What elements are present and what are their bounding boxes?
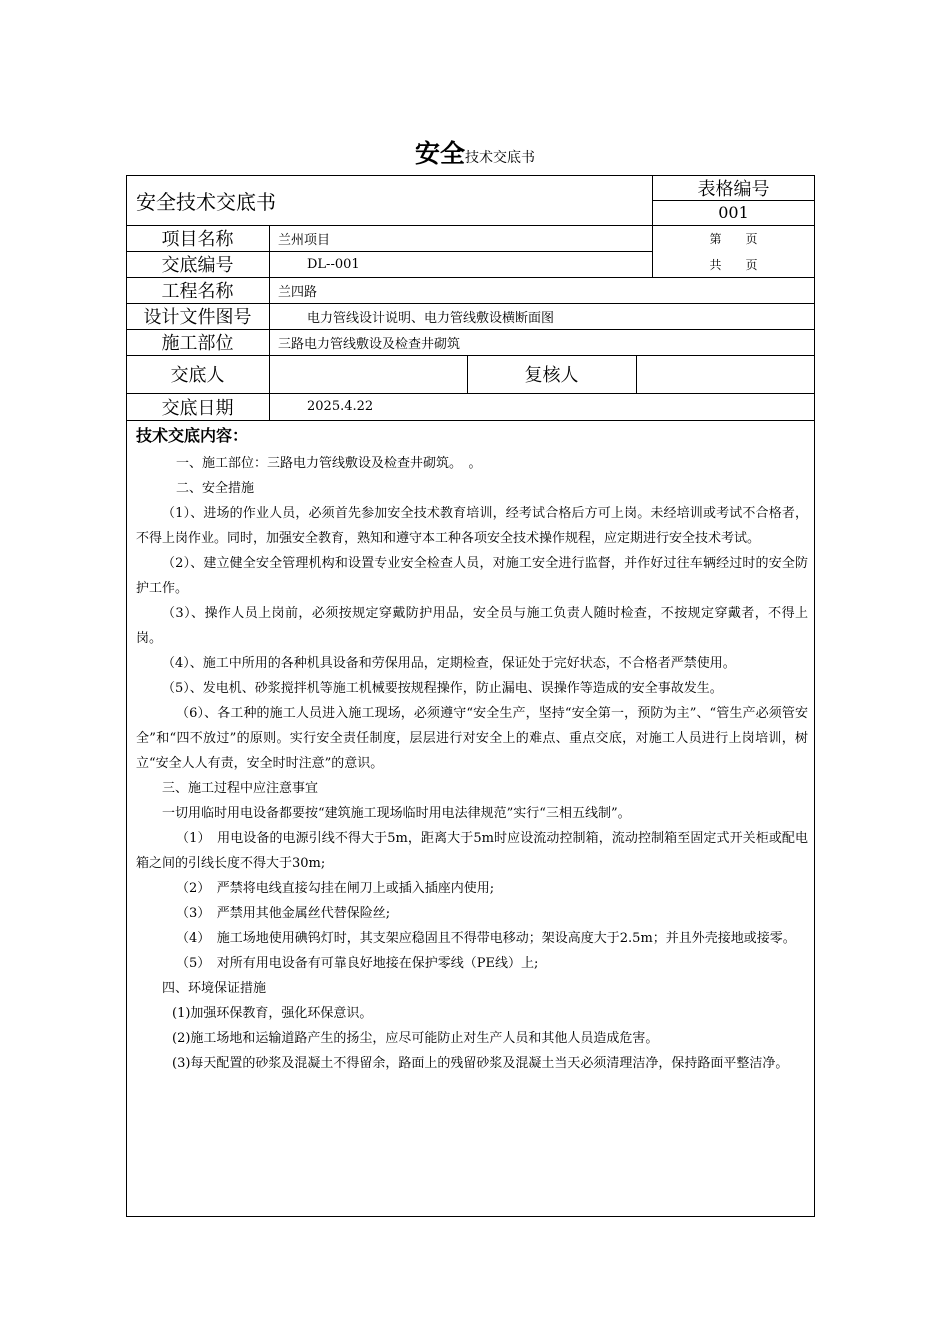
column-divider <box>269 225 270 420</box>
paragraph: 四、环境保证措施 <box>162 981 267 996</box>
paragraph: （5）、发电机、砂浆搅拌机等施工机械要按规程操作，防止漏电、误操作等造成的安全事故发生。 <box>162 681 723 696</box>
paragraph: 一、施工部位：三路电力管线敷设及检查井砌筑。 。 <box>176 456 482 471</box>
paragraph: （4） 施工场地使用碘钨灯时，其支架应稳固且不得带电移动；架设高度大于2.5m；并且外壳接地或接零。 <box>176 931 796 946</box>
design-doc-value: 电力管线设计说明、电力管线敷设横断面图 <box>307 310 555 326</box>
paragraph: （1）、进场的作业人员，必须首先参加安全技术教育培训，经考试合格后方可上岗。未经培训或考试不合格者，不得上岗作业。同时，加强安全教育，熟知和遵守本工种各项安全技术操作规程，应定期进行安全技术考试。 <box>136 506 808 546</box>
paragraph: （3） 严禁用其他金属丝代替保险丝; <box>176 906 391 921</box>
paragraph: （1） 用电设备的电源引线不得大于5m，距离大于5m时应设流动控制箱，流动控制箱至固定式开关柜或配电箱之间的引线长度不得大于30m; <box>136 831 808 871</box>
construction-part-value: 三路电力管线敷设及检查井砌筑 <box>278 336 461 352</box>
page-total-label: 共 页 <box>709 257 758 272</box>
paragraph: （5） 对所有用电设备有可靠良好地接在保护零线（PE线）上; <box>176 956 539 971</box>
content-heading: 技术交底内容： <box>136 426 249 445</box>
date-label: 交底日期 <box>161 397 234 419</box>
work-name-value: 兰四路 <box>278 284 318 300</box>
date-value: 2025.4.22 <box>307 399 374 414</box>
paragraph: (3)每天配置的砂浆及混凝土不得留余，路面上的残留砂浆及混凝土当天必须清理洁净，保持路面平整洁净。 <box>172 1056 789 1071</box>
document-title-bold: 安全 <box>414 139 465 168</box>
document-title-rest: 技术交底书 <box>465 150 535 166</box>
paragraph: （2） 严禁将电线直接勾挂在闸刀上或插入插座内使用; <box>176 881 495 896</box>
paragraph: 一切用临时用电设备都要按“建筑施工现场临时用电法律规范”实行“三相五线制”。 <box>162 806 631 821</box>
construction-part-label: 施工部位 <box>161 333 234 354</box>
document-title <box>0 134 950 170</box>
work-name-label: 工程名称 <box>161 281 234 302</box>
row-divider <box>126 420 815 421</box>
paragraph: （2）、建立健全安全管理机构和设置专业安全检查人员，对施工安全进行监督，并作好过往车辆经过时的安全防护工作。 <box>136 556 808 596</box>
form-no-value: 001 <box>718 203 749 222</box>
paragraph: （3）、操作人员上岗前，必须按规定穿戴防护用品，安全员与施工负责人随时检查，不按规定穿戴者，不得上岗。 <box>136 606 808 646</box>
disclosure-no-value: DL--001 <box>307 256 360 272</box>
form-header-title: 安全技术交底书 <box>136 189 276 214</box>
paragraph: (2)施工场地和运输道路产生的扬尘，应尽可能防止对生产人员和其他人员造成危害。 <box>172 1031 659 1046</box>
form-no-label: 表格编号 <box>697 178 770 200</box>
paragraph: 三、施工过程中应注意事宜 <box>162 781 319 796</box>
paragraph: （6）、各工种的施工人员进入施工现场，必须遵守“安全生产，坚持“安全第一，预防为主”、“管生产必须管安全”和“四不放过”的原则。实行安全责任制度，层层进行对安全上的难点、重点交底，对施工人员进行上岗培训，树立“安全人人有责，安全时时注意”的意识。 <box>136 706 808 771</box>
paragraph: 二、安全措施 <box>176 481 255 496</box>
page-number-label: 第 页 <box>709 231 758 246</box>
discloser-label: 交底人 <box>170 365 225 386</box>
paragraph: （4）、施工中所用的各种机具设备和劳保用品，定期检查，保证处于完好状态，不合格者严禁使用。 <box>162 656 736 671</box>
reviewer-value <box>645 355 810 393</box>
project-name-value: 兰州项目 <box>278 232 331 248</box>
reviewer-label: 复核人 <box>524 365 579 386</box>
paragraph: (1)加强环保教育，强化环保意识。 <box>172 1006 373 1021</box>
column-divider <box>636 355 637 393</box>
design-doc-label: 设计文件图号 <box>143 307 252 328</box>
project-name-label: 项目名称 <box>161 229 234 250</box>
disclosure-content <box>136 425 808 1076</box>
discloser-value <box>278 355 463 393</box>
disclosure-no-label: 交底编号 <box>161 255 234 276</box>
